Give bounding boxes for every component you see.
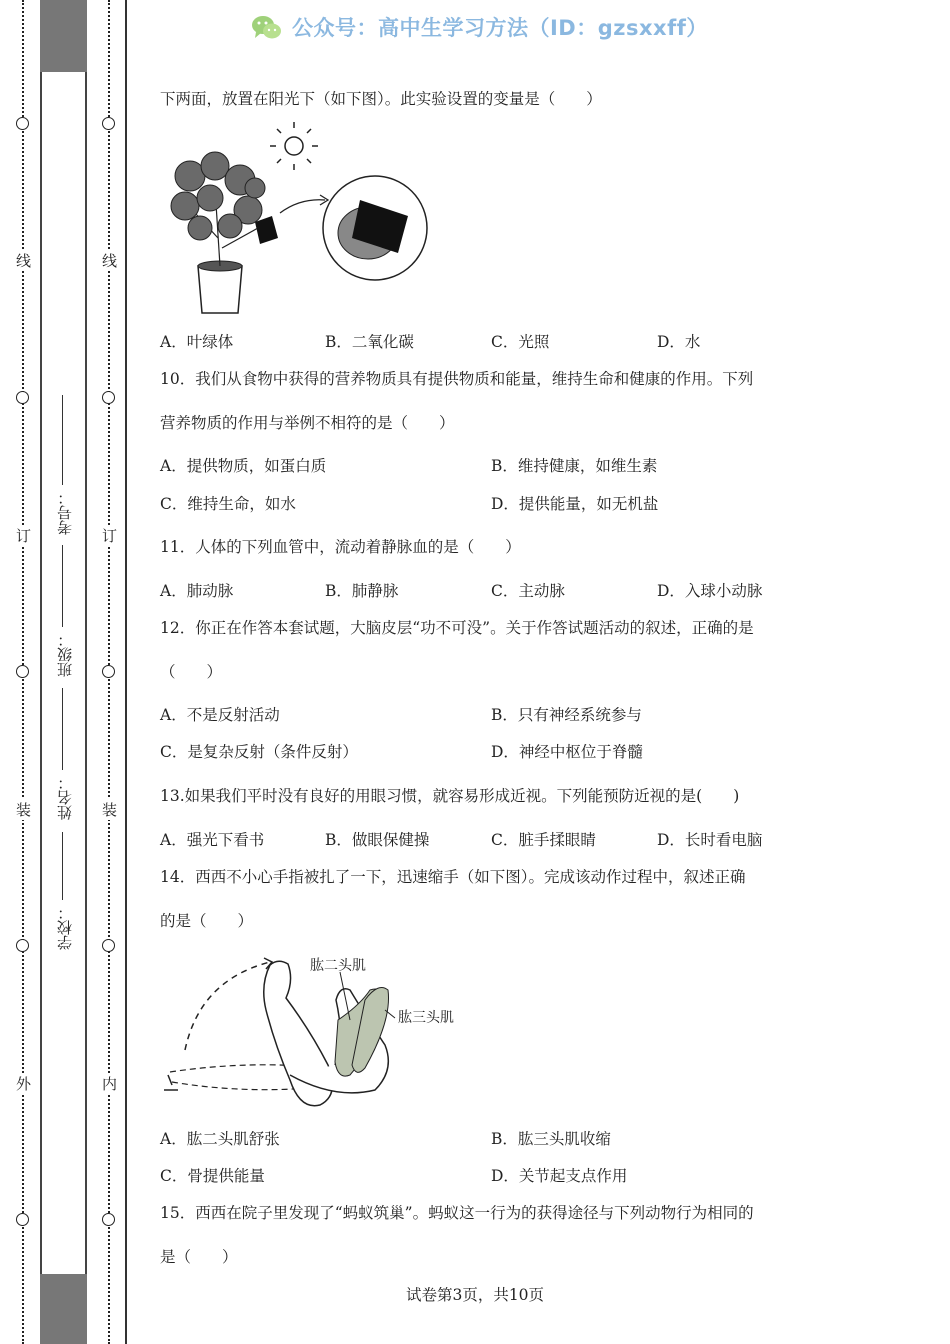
binding-circle-icon <box>102 1213 115 1226</box>
binding-circle-icon <box>102 665 115 678</box>
q10-stem-line1: 10．我们从食物中获得的营养物质具有提供物质和能量，维持生命和健康的作用。下列 <box>160 370 754 388</box>
header-watermark: 公众号：高中生学习方法（ID：gzsxxff） <box>292 16 708 40</box>
binding-circle-icon <box>102 391 115 404</box>
q10-stem-line2: 营养物质的作用与举例不相符的是（ ） <box>160 414 455 432</box>
page-footer: 试卷第3页，共10页 <box>405 1286 545 1304</box>
q10-option-a[interactable]: A．提供物质，如蛋白质 <box>160 457 327 475</box>
q9-option-c[interactable]: C．光照 <box>491 333 550 351</box>
exam-number-label: 考号： <box>56 490 74 535</box>
q9-stem: 下两面，放置在阳光下（如下图）。此实验设置的变量是（ ） <box>160 90 602 108</box>
binding-circle-icon <box>16 939 29 952</box>
q12-stem-line1: 12．你正在作答本套试题，大脑皮层“功不可没”。关于作答试题活动的叙述，正确的是 <box>160 619 754 637</box>
binding-circle-icon <box>16 391 29 404</box>
q15-stem-line2: 是（ ） <box>160 1248 238 1266</box>
q9-option-b[interactable]: B．二氧化碳 <box>325 333 414 351</box>
q10-option-c[interactable]: C．维持生命，如水 <box>160 495 296 513</box>
q12-option-b[interactable]: B．只有神经系统参与 <box>491 706 642 724</box>
q13-option-a[interactable]: A．强光下看书 <box>160 831 265 849</box>
outer-mark-staple: 订 <box>15 525 30 546</box>
q15-stem-line1: 15．西西在院子里发现了“蚂蚁筑巢”。蚂蚁这一行为的获得途径与下列动物行为相同的 <box>160 1204 754 1222</box>
q14-stem-line1: 14．西西不小心手指被扎了一下，迅速缩手（如下图）。完成该动作过程中，叙述正确 <box>160 868 746 886</box>
q12-stem-line2: （ ） <box>160 663 223 681</box>
q10-option-b[interactable]: B．维持健康，如维生素 <box>491 457 658 475</box>
q14-option-d[interactable]: D．关节起支点作用 <box>491 1167 628 1185</box>
school-field[interactable] <box>62 832 63 900</box>
magnified-leaf-icon <box>323 176 427 280</box>
sun-icon <box>270 122 318 170</box>
q13-stem: 13.如果我们平时没有良好的用眼习惯，就容易形成近视。下列能预防近视的是( ) <box>160 787 740 805</box>
inner-mark-line: 线 <box>101 250 116 271</box>
outer-mark-line: 线 <box>15 250 30 271</box>
outer-mark-bind: 装 <box>15 799 30 820</box>
binding-circle-icon <box>16 665 29 678</box>
q12-option-a[interactable]: A．不是反射活动 <box>160 706 280 724</box>
strip-top-band <box>40 0 87 72</box>
q13-option-c[interactable]: C．脏手揉眼睛 <box>491 831 596 849</box>
school-label: 学校： <box>56 905 74 950</box>
inner-mark-staple: 订 <box>101 525 116 546</box>
q11-option-d[interactable]: D．入球小动脉 <box>657 582 763 600</box>
potted-plant-icon <box>171 152 278 313</box>
q14-arm-figure <box>160 950 470 1110</box>
name-label: 姓名： <box>56 775 74 820</box>
name-field[interactable] <box>62 688 63 770</box>
q10-option-d[interactable]: D．提供能量，如无机盐 <box>491 495 659 513</box>
label-biceps: 肱二头肌 <box>310 958 366 974</box>
q9-option-d[interactable]: D．水 <box>657 333 701 351</box>
q11-stem: 11．人体的下列血管中，流动着静脉血的是（ ） <box>160 538 521 556</box>
q12-option-c[interactable]: C．是复杂反射（条件反射） <box>160 743 358 761</box>
q11-option-a[interactable]: A．肺动脉 <box>160 582 234 600</box>
class-label: 班级： <box>56 632 74 677</box>
binding-circle-icon <box>102 117 115 130</box>
inner-mark-inside: 内 <box>101 1073 116 1094</box>
q13-option-d[interactable]: D．长时看电脑 <box>657 831 763 849</box>
q9-plant-figure <box>160 118 440 318</box>
class-field[interactable] <box>62 545 63 627</box>
margin-border <box>125 0 127 1344</box>
outer-mark-outside: 外 <box>15 1073 30 1094</box>
q14-option-c[interactable]: C．骨提供能量 <box>160 1167 265 1185</box>
q11-option-b[interactable]: B．肺静脉 <box>325 582 399 600</box>
exam-number-field[interactable] <box>62 395 63 485</box>
q13-option-b[interactable]: B．做眼保健操 <box>325 831 430 849</box>
binding-circle-icon <box>16 1213 29 1226</box>
wechat-icon <box>251 14 283 42</box>
binding-circle-icon <box>102 939 115 952</box>
q11-option-c[interactable]: C．主动脉 <box>491 582 565 600</box>
q14-option-b[interactable]: B．肱三头肌收缩 <box>491 1130 611 1148</box>
q12-option-d[interactable]: D．神经中枢位于脊髓 <box>491 743 643 761</box>
q14-option-a[interactable]: A．肱二头肌舒张 <box>160 1130 280 1148</box>
q9-option-a[interactable]: A．叶绿体 <box>160 333 234 351</box>
label-triceps: 肱三头肌 <box>398 1010 454 1026</box>
binding-circle-icon <box>16 117 29 130</box>
q14-stem-line2: 的是（ ） <box>160 912 254 930</box>
inner-mark-bind: 装 <box>101 799 116 820</box>
